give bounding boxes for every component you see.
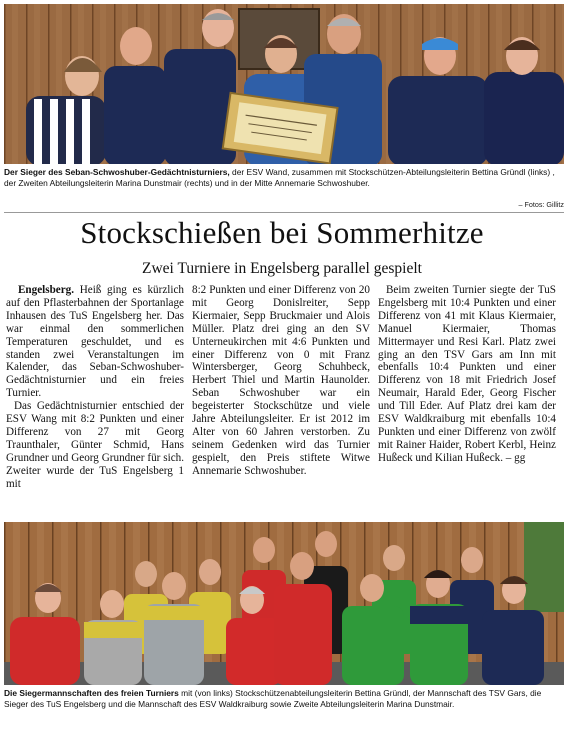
paragraph-text: Heiß ging es kürzlich auf den Pflasterbahnen der Sportanlage Inhausen des TuS Engelsberg her. Das war einmal den sommerlichen Temperaturen geschuldet, und es standen zwei Veranstaltungen im Kalender, das Seban-Schwoshuber-Gedächtnisturnier und ein freies Turnier. xyxy=(6,284,184,400)
paragraph: 8:2 Punkten und einer Differenz von 20 mit Georg Donislreiter, Sepp Kiermaier, Sepp Bruckmaier und Alois Müller. Platz drei ging an den SV Unterneukirchen mit 4:6 Punkten und einer Differenz von 0 mit Franz Wintersberger, Georg Schuhbeck, Herbert Thiel und Martin Haunolder. Seban Schwoshuber war ein begeisterter Stockschütze und viele Jahre Abteilungsleiter. Er ist 2012 im Alter von 60 Jahren verstorben. Zu seinem Gedenken wird das Turnier gespielt, den Preis stiftete Witwe Annemarie Schwoshuber. xyxy=(192,284,370,477)
caption-bottom xyxy=(4,688,564,710)
article-column-1 xyxy=(6,284,184,516)
paragraph-text: Beim zweiten Turnier siegte der TuS Engelsberg mit 10:4 Punkten und einer Differenz von 41 mit Klaus Kiermaier, Manuel Kiermaier, Thomas Mittermayer und Resi Karl. Platz zwei ging an den TSV Gars am Inn mit ebenfalls 10:4 Punkten und einer Differenz von 18 mit Friedrich Josef Neumair, Harald Eder, Georg Fischer und Till Eder. Auf Platz drei kam der ESV Waldkraiburg mit ebenfalls 10:4 Punkten und einer Differenz von zwölf mit Rainer Haider, Robert Kerbl, Heinz Hußeck und Kilian Hußeck. xyxy=(378,284,556,464)
caption-top xyxy=(4,167,564,189)
bottom-photo xyxy=(4,522,564,685)
paragraph xyxy=(378,284,556,465)
article-subheadline: Zwei Turniere in Engelsberg parallel gespielt xyxy=(142,260,422,277)
signature: – gg xyxy=(505,451,526,464)
caption-top-lead: Der Sieger des Seban-Schwoshuber-Gedächtnisturniers, xyxy=(4,167,230,177)
article-headline: Stockschießen bei Sommerhitze xyxy=(80,215,484,250)
top-photo xyxy=(4,4,564,164)
photo-credit: – Fotos: Gillitz xyxy=(518,200,564,209)
bottom-photo-scene xyxy=(4,522,564,685)
top-photo-scene xyxy=(4,4,564,164)
caption-bottom-text: mit (von links) Stockschützenabteilungsleiterin Bettina Gründl, der Mannschaft des TSV Gars, die Sieger des TuS Engelsberg und die Mannschaft des ESV Waldkraiburg sowie Zweite Abteilungsleiterin Marina Dunstmair. xyxy=(4,688,542,710)
paragraph xyxy=(6,284,184,400)
article-column-3 xyxy=(378,284,556,516)
caption-bottom-lead: Die Siegermannschaften des freien Turniers xyxy=(4,688,179,698)
divider xyxy=(4,212,564,213)
paragraph: Das Gedächtnisturnier entschied der ESV Wang mit 8:2 Punkten und einer Differenz von 27 mit Georg Traunthaler, Günter Schmid, Hans Grundner und Georg Grundner für sich. Zweiter wurde der TuS Engelsberg 1 mit xyxy=(6,400,184,490)
article-column-2 xyxy=(192,284,370,516)
caption-top-text: der ESV Wand, zusammen mit Stockschützen-Abteilungsleiterin Bettina Gründl (links) , der Zweiten Abteilungsleiterin Marina Dunstmair (rechts) und in der Mitte Annemarie Schwoshuber. xyxy=(4,167,555,189)
dateline: Engelsberg. xyxy=(18,284,75,296)
